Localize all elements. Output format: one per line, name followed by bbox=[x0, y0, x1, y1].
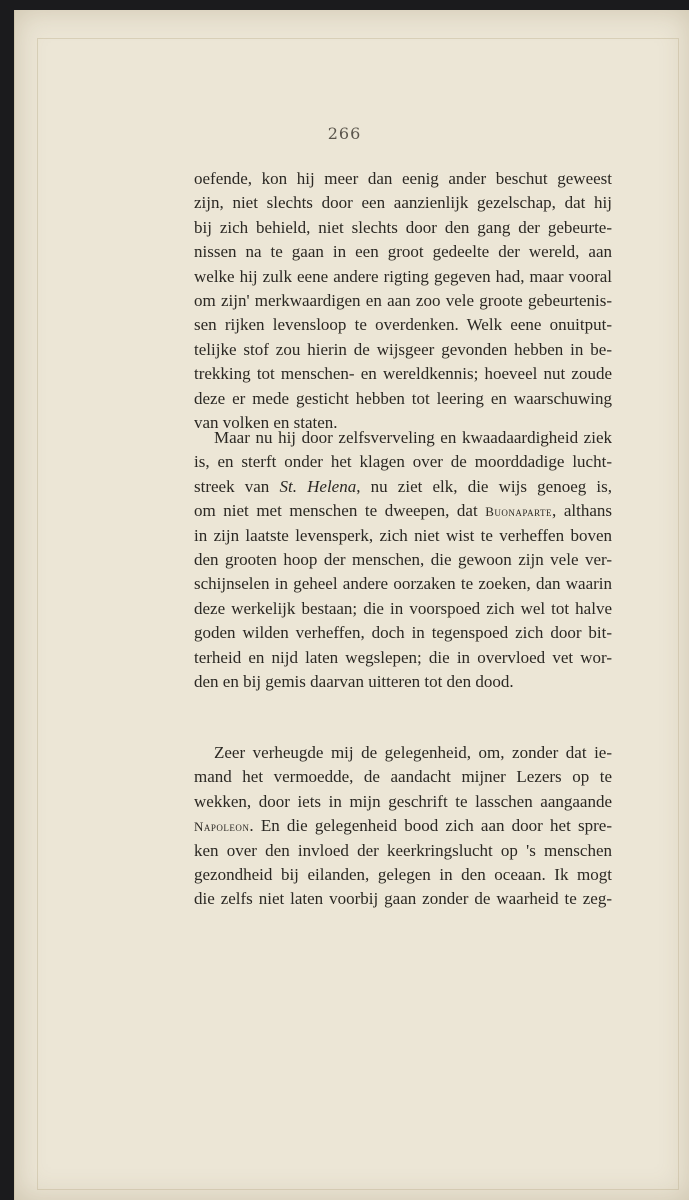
text-line: die zelfs niet laten voorbij gaan zonder de waarheid te zeg- bbox=[194, 889, 612, 909]
text-line: sen rijken levensloop te overdenken. Welk eene onuitput- bbox=[194, 315, 612, 335]
text-line: goden wilden verheffen, doch in tegenspoed zich door bit- bbox=[194, 623, 612, 643]
text-line: ken over den invloed der keerkringslucht op 's menschen bbox=[194, 840, 612, 860]
page-number: 266 bbox=[327, 124, 362, 143]
name-napoleon: Napoleon bbox=[194, 819, 250, 835]
paragraph-3 bbox=[194, 741, 612, 912]
text-line: welke hij zulk eene andere rigting gegeven had, maar vooral bbox=[194, 266, 612, 286]
text-line: mand het vermoedde, de aandacht mijner Lezers op te bbox=[194, 767, 612, 787]
text-line: in zijn laatste levensperk, zich niet wist te verheffen boven bbox=[194, 525, 612, 545]
text-line bbox=[194, 499, 612, 523]
text-line: Zeer verheugde mij de gelegenheid, om, zonder dat ie- bbox=[214, 743, 612, 762]
paragraph-2 bbox=[194, 426, 612, 694]
text-span: , nu ziet elk, die wijs genoeg is, bbox=[356, 476, 612, 496]
text-line: nissen na te gaan in een groot gedeelte der wereld, aan bbox=[194, 242, 612, 262]
text-line: zijn, niet slechts door een aanzienlijk gezelschap, dat hij bbox=[194, 193, 612, 213]
text-line: is, en sterft onder het klagen over de moorddadige lucht- bbox=[194, 452, 612, 472]
text-line: schijnselen in geheel andere oorzaken te zoeken, dan waarin bbox=[194, 574, 612, 594]
text-span: streek van bbox=[194, 476, 280, 496]
text-line: deze er mede gesticht hebben tot leering en waarschuwing bbox=[194, 388, 612, 408]
text-line: wekken, door iets in mijn geschrift te lasschen aangaande bbox=[194, 791, 612, 811]
text-line bbox=[194, 475, 612, 499]
text-line: den en bij gemis daarvan uitteren tot den dood. bbox=[194, 671, 514, 691]
text-span: , althans bbox=[552, 501, 612, 521]
paragraph-1 bbox=[194, 167, 612, 435]
text-line: bij zich behield, niet slechts door den gang der gebeurte- bbox=[194, 217, 612, 237]
text-line: trekking tot menschen- en wereldkennis; hoeveel nut zoude bbox=[194, 364, 612, 384]
text-line: van volken en staten. bbox=[194, 412, 338, 432]
text-line: oefende, kon hij meer dan eenig ander beschut geweest bbox=[194, 169, 612, 188]
name-buonaparte: Buonaparte bbox=[485, 504, 553, 520]
place-name-st-helena: St. Helena bbox=[279, 476, 357, 496]
text-line: deze werkelijk bestaan; die in voorspoed zich wel tot halve bbox=[194, 598, 612, 618]
text-line: om zijn' merkwaardigen en aan zoo vele groote gebeurtenis- bbox=[194, 290, 612, 310]
text-span: om niet met menschen te dweepen, dat bbox=[194, 501, 486, 521]
text-line: terheid en nijd laten wegslepen; die in overvloed vet wor- bbox=[194, 647, 612, 667]
text-line: Maar nu hij door zelfsverveling en kwaadaardigheid ziek bbox=[214, 428, 612, 447]
text-line: gezondheid bij eilanden, gelegen in den oceaan. Ik mogt bbox=[194, 864, 612, 884]
text-span: . En die gelegenheid bood zich aan door het spre- bbox=[249, 816, 612, 836]
text-line: den grooten hoop der menschen, die gewoon zijn vele ver- bbox=[194, 549, 612, 569]
text-line: telijke stof zou hierin de wijsgeer gevonden hebben in be- bbox=[194, 339, 612, 359]
text-line bbox=[194, 814, 612, 838]
